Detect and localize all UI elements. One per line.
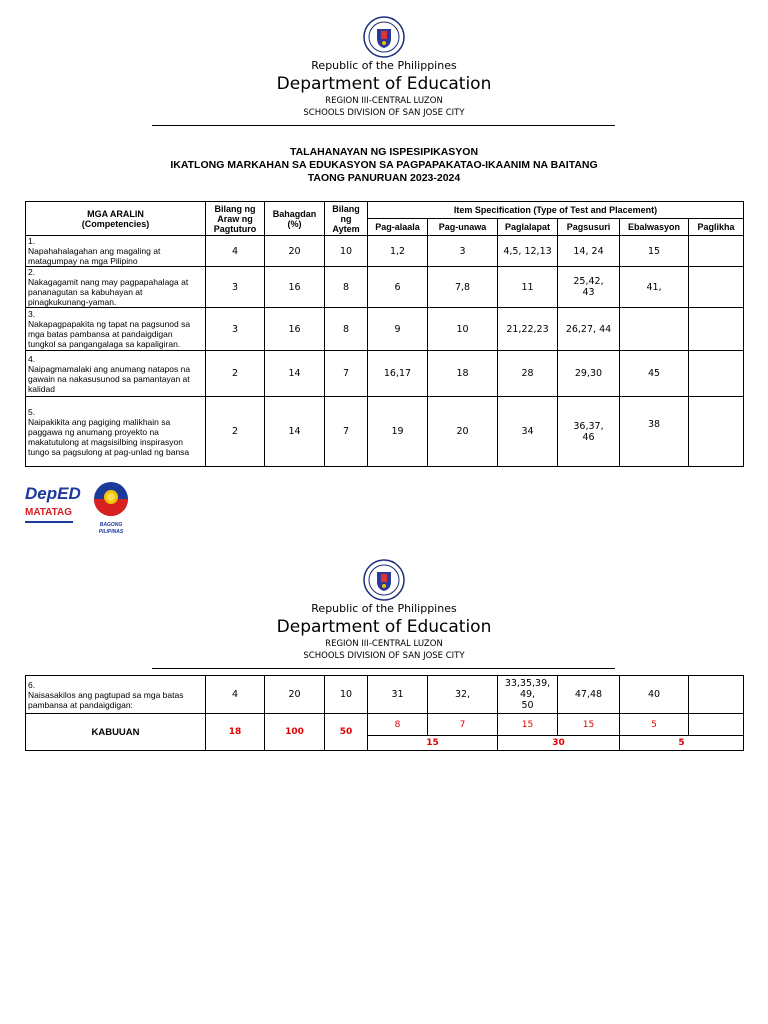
pag-alaala-cell: 1,2 [368, 236, 428, 267]
competency-cell: 1.Napahahalagahan ang magaling at matagumpay na mga Pilipino [26, 236, 206, 267]
title-line-2: IKATLONG MARKAHAN SA EDUKASYON SA PAGPAPAKATAO-IKAANIM NA BAITANG [170, 159, 598, 171]
specification-table [25, 201, 744, 467]
header-divider [152, 125, 615, 126]
pag-alaala-cell: 31 [368, 676, 428, 714]
items-cell: 8 [325, 267, 368, 308]
pag-unawa-cell: 3 [428, 236, 498, 267]
department-title: Department of Education [276, 617, 492, 637]
items-cell: 7 [325, 397, 368, 467]
days-cell: 3 [206, 267, 265, 308]
ebalwasyon-cell: 40 [620, 676, 689, 714]
paglalapat-cell: 33,35,39, 49, 50 [498, 676, 558, 714]
specification-table-continued [25, 675, 744, 751]
paglikha-cell [689, 397, 744, 467]
bagong-pilipinas-text: BAGONG PILIPINAS [98, 522, 124, 535]
total-pagsusuri: 15 [558, 714, 620, 736]
table-row [26, 351, 744, 397]
competency-cell: 6.Naisasakilos ang pagtupad sa mga batas pambansa at pandaigdigan: [26, 676, 206, 714]
percent-cell: 14 [265, 397, 325, 467]
document-title [0, 146, 768, 185]
competency-cell: 3.Nakapagpapakita ng tapat na pagsunod sa mga batas pambansa at pandaigdigan tungkol sa pangangalaga sa kapaligiran. [26, 308, 206, 351]
header-items: Bilang ng Aytem [325, 202, 368, 236]
title-line-1: TALAHANAYAN NG ISPESIPIKASYON [289, 146, 479, 158]
percent-cell: 20 [265, 676, 325, 714]
percent-cell: 20 [265, 236, 325, 267]
header-pag-alaala: Pag-alaala [368, 219, 428, 236]
pagsusuri-cell: 14, 24 [558, 236, 620, 267]
header-pagsusuri: Pagsusuri [558, 219, 620, 236]
paglikha-cell [689, 676, 744, 714]
percent-cell: 16 [265, 267, 325, 308]
paglalapat-cell: 11 [498, 267, 558, 308]
paglalapat-cell: 4,5, 12,13 [498, 236, 558, 267]
division-text: SCHOOLS DIVISION OF SAN JOSE CITY [303, 651, 465, 661]
pag-alaala-cell: 6 [368, 267, 428, 308]
header-item-specification: Item Specification (Type of Test and Placement) [368, 202, 744, 219]
table-row [26, 267, 744, 308]
deped-seal-icon [363, 16, 405, 58]
pag-unawa-cell: 7,8 [428, 267, 498, 308]
competency-cell: 4.Naipagmamalaki ang anumang natapos na gawain na nakasusunod sa pamantayan at kalidad [26, 351, 206, 397]
logo-underline [25, 521, 73, 523]
percent-cell: 14 [265, 351, 325, 397]
pag-unawa-cell: 32, [428, 676, 498, 714]
pag-unawa-cell: 18 [428, 351, 498, 397]
division-text: SCHOOLS DIVISION OF SAN JOSE CITY [303, 108, 465, 118]
days-cell: 2 [206, 351, 265, 397]
header-pag-unawa: Pag-unawa [428, 219, 498, 236]
header-ebalwasyon: Ebalwasyon [620, 219, 689, 236]
days-cell: 4 [206, 236, 265, 267]
pagsusuri-cell: 25,42, 43 [558, 267, 620, 308]
pag-alaala-cell: 16,17 [368, 351, 428, 397]
title-line-3: TAONG PANURUAN 2023-2024 [307, 172, 461, 184]
pag-alaala-cell: 9 [368, 308, 428, 351]
group-total-mid: 30 [498, 736, 620, 751]
republic-text: Republic of the Philippines [311, 602, 457, 615]
days-cell: 4 [206, 676, 265, 714]
ebalwasyon-cell [620, 308, 689, 351]
paglalapat-cell: 21,22,23 [498, 308, 558, 351]
bagong-pilipinas-logo [88, 480, 134, 535]
pag-unawa-cell: 10 [428, 308, 498, 351]
totals-row [26, 714, 744, 736]
header-paglikha: Paglikha [689, 219, 744, 236]
header-days: Bilang ng Araw ng Pagtuturo [206, 202, 265, 236]
items-cell: 10 [325, 676, 368, 714]
items-cell: 8 [325, 308, 368, 351]
pagsusuri-cell: 26,27, 44 [558, 308, 620, 351]
table-row [26, 397, 744, 467]
ebalwasyon-cell: 45 [620, 351, 689, 397]
table-row [26, 236, 744, 267]
items-cell: 10 [325, 236, 368, 267]
pagsusuri-cell: 47,48 [558, 676, 620, 714]
region-text: REGION III-CENTRAL LUZON [325, 96, 443, 106]
pagsusuri-cell: 36,37, 46 [558, 397, 620, 467]
paglikha-cell [689, 351, 744, 397]
ebalwasyon-cell: 38 [620, 397, 689, 467]
total-pag-alaala: 8 [368, 714, 428, 736]
pagsusuri-cell: 29,30 [558, 351, 620, 397]
percent-cell: 16 [265, 308, 325, 351]
days-cell: 3 [206, 308, 265, 351]
deped-seal-icon [363, 559, 405, 601]
paglikha-cell [689, 267, 744, 308]
department-title: Department of Education [276, 74, 492, 94]
pag-alaala-cell: 19 [368, 397, 428, 467]
deped-logo-text: DepED [25, 484, 81, 503]
region-text: REGION III-CENTRAL LUZON [325, 639, 443, 649]
header-divider [152, 668, 615, 669]
deped-matatag-logo [25, 484, 81, 530]
header-competencies: MGA ARALIN (Competencies) [26, 202, 206, 236]
total-percent: 100 [265, 714, 325, 751]
total-pag-unawa: 7 [428, 714, 498, 736]
matatag-logo-text: MATATAG [25, 507, 73, 518]
ebalwasyon-cell: 41, [620, 267, 689, 308]
total-items: 50 [325, 714, 368, 751]
paglalapat-cell: 28 [498, 351, 558, 397]
totals-label: KABUUAN [26, 714, 206, 751]
total-paglalapat: 15 [498, 714, 558, 736]
paglikha-cell [689, 308, 744, 351]
table-row [26, 676, 744, 714]
items-cell: 7 [325, 351, 368, 397]
ebalwasyon-cell: 15 [620, 236, 689, 267]
paglalapat-cell: 34 [498, 397, 558, 467]
header-percent: Bahagdan (%) [265, 202, 325, 236]
competency-cell: 5.Naipakikita ang pagiging malikhain sa paggawa ng anumang proyekto na makatutulong at magsisilbing inspirasyon tungo sa pagsulong at pag-unlad ng bansa [26, 397, 206, 467]
total-days: 18 [206, 714, 265, 751]
republic-text: Republic of the Philippines [311, 59, 457, 72]
pag-unawa-cell: 20 [428, 397, 498, 467]
table-row [26, 308, 744, 351]
group-total-low: 15 [368, 736, 498, 751]
header-paglalapat: Paglalapat [498, 219, 558, 236]
group-total-high: 5 [620, 736, 744, 751]
bagong-pilipinas-emblem-icon [91, 480, 131, 518]
days-cell: 2 [206, 397, 265, 467]
paglikha-cell [689, 236, 744, 267]
competency-cell: 2.Nakagagamit nang may pagpapahalaga at pananagutan sa kabuhayan at pinagkukunang-yaman. [26, 267, 206, 308]
total-paglikha [689, 714, 744, 736]
total-ebalwasyon: 5 [620, 714, 689, 736]
